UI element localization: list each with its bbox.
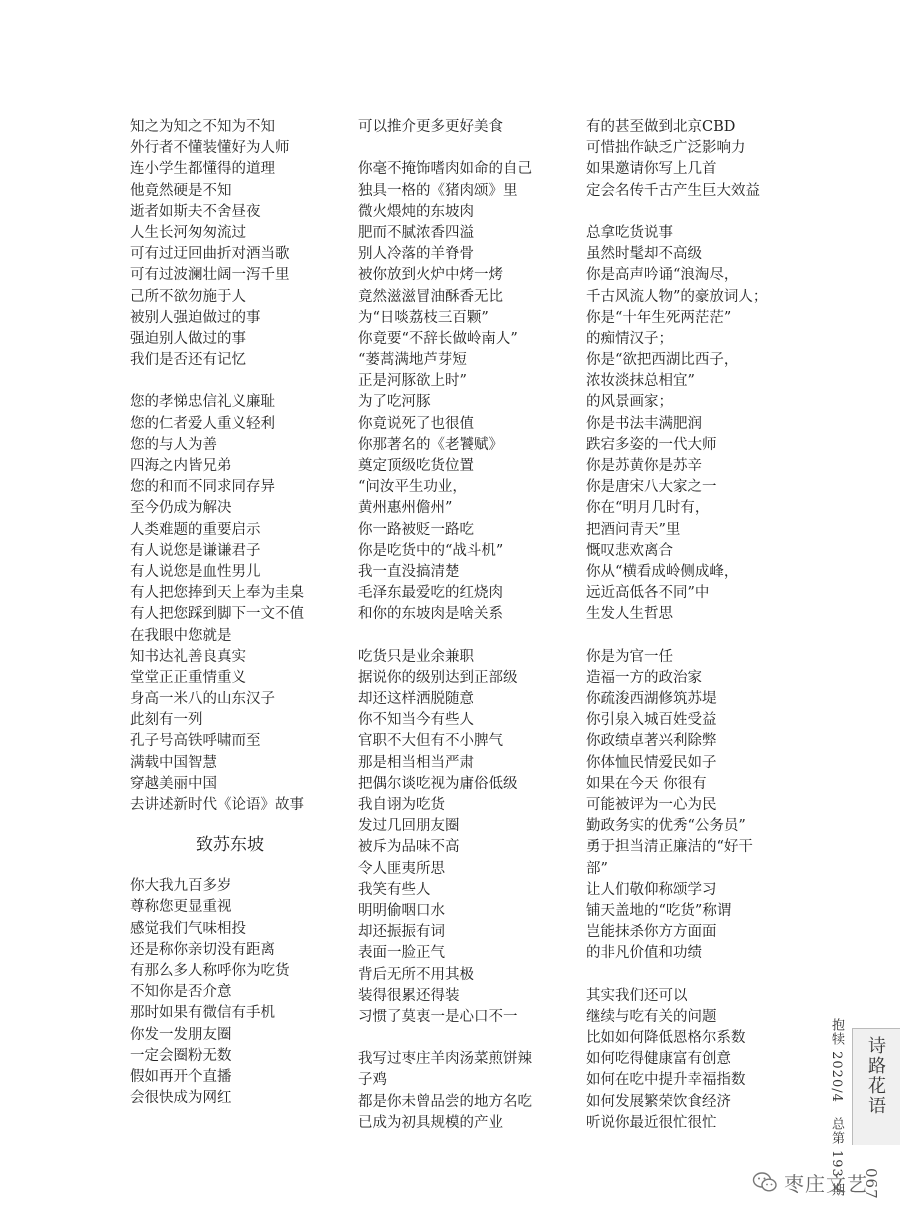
poem-line: 您的和而不同求同存异 xyxy=(130,479,275,496)
poem-line: 和你的东坡肉是啥关系 xyxy=(358,606,503,623)
poem-line: 部” xyxy=(586,860,608,877)
poem-line: 你是唐宋八大家之一 xyxy=(586,479,717,496)
poem-line: 有人把您踩到脚下一文不值 xyxy=(130,606,304,623)
poem-line: 如何发展繁荣饮食经济 xyxy=(586,1093,731,1110)
stanza-break xyxy=(358,1028,573,1049)
poem-line: 官职不大但有不小脾气 xyxy=(358,733,503,750)
poem-line: 还是称你亲切没有距离 xyxy=(130,941,275,958)
poem-line: 微火煨炖的东坡肉 xyxy=(358,203,474,220)
poem-line: 有人说您是血性男儿 xyxy=(130,563,261,580)
poem-line: 如何在吃中提升幸福指数 xyxy=(586,1072,746,1089)
poem-line: 会很快成为网红 xyxy=(130,1090,232,1107)
poem-line: 岂能抹杀你方方面面 xyxy=(586,924,717,941)
poem-line: 你发一发朋友圈 xyxy=(130,1026,232,1043)
poem-line: 你体恤民情爱民如子 xyxy=(586,754,717,771)
poem-line: 习惯了莫衷一是心口不一 xyxy=(358,1008,518,1025)
poem-line: 此刻有一列 xyxy=(130,712,203,729)
poem-line: 铺天盖地的“吃货”称谓 xyxy=(586,902,732,919)
poem-line: 毛泽东最爱吃的红烧肉 xyxy=(358,585,503,602)
poem-line: 堂堂正正重情重义 xyxy=(130,669,246,686)
poem-line: 却还这样洒脱随意 xyxy=(358,691,474,708)
poem-line: 比如如何降低恩格尔系数 xyxy=(586,1030,746,1047)
poem-title: 致苏东坡 xyxy=(196,835,264,856)
poem-line: 慨叹悲欢离合 xyxy=(586,542,673,559)
poem-line: 满载中国智慧 xyxy=(130,754,217,771)
poem-line: 竟然滋滋冒油酥香无比 xyxy=(358,288,503,305)
poem-line: 其实我们还可以 xyxy=(586,987,688,1004)
poem-line: 我写过枣庄羊肉汤菜煎饼辣 xyxy=(358,1051,532,1068)
poem-line: 为“日啖荔枝三百颗” xyxy=(358,309,489,326)
column-3 xyxy=(586,117,806,1134)
poem-line: 您的与人为善 xyxy=(130,436,217,453)
poem-line: 明明偷咽口水 xyxy=(358,902,445,919)
poem-line: 身高一米八的山东汉子 xyxy=(130,691,275,708)
poem-line: 勇于担当清正廉洁的“好干 xyxy=(586,839,753,856)
poem-line: 在我眼中您就是 xyxy=(130,627,232,644)
poem-line: 别人冷落的羊脊骨 xyxy=(358,246,474,263)
poem-line: 你毫不掩饰嗜肉如命的自己 xyxy=(358,161,532,178)
poem-line: 黄州惠州儋州” xyxy=(358,500,453,517)
poem-line: 你是“十年生死两茫茫” xyxy=(586,309,732,326)
wechat-icon xyxy=(752,1171,778,1193)
poem-line: 却还振振有词 xyxy=(358,924,445,941)
poem-line: 你那著名的《老饕赋》 xyxy=(358,436,503,453)
poem-line: 虽然时髦却不高级 xyxy=(586,246,702,263)
poem-line: 你政绩卓著兴利除弊 xyxy=(586,733,717,750)
poem-line: 知书达礼善良真实 xyxy=(130,648,246,665)
poem-line: 被别人强迫做过的事 xyxy=(130,309,261,326)
poem-line: 我一直没搞清楚 xyxy=(358,563,460,580)
poem-line: 你疏浚西湖修筑苏堤 xyxy=(586,691,717,708)
poem-line: 的风景画家； xyxy=(586,394,673,411)
section-name: 诗路花语 xyxy=(865,1036,886,1116)
poem-line: 把偶尔谈吃视为庸俗低级 xyxy=(358,775,518,792)
poem-line: 可以推介更多更好美食 xyxy=(358,119,503,135)
poem-line: 勤政务实的优秀“公务员” xyxy=(586,818,746,835)
column-3-lines xyxy=(586,117,806,1134)
poem-line: 逝者如斯夫不舍昼夜 xyxy=(130,203,261,220)
stanza-break xyxy=(358,626,573,647)
poem-line: 他竟然硬是不知 xyxy=(130,182,232,199)
poem-line: 我笑有些人 xyxy=(358,881,431,898)
poem-line: 穿越美丽中国 xyxy=(130,775,217,792)
poem-line: 有人说您是谦谦君子 xyxy=(130,542,261,559)
poem-line: 人类难题的重要启示 xyxy=(130,521,261,538)
poem-line: 浓妆淡抹总相宜” xyxy=(586,373,695,390)
poem-line: 独具一格的《猪肉颂》里 xyxy=(358,182,518,199)
poem-line: 的非凡价值和功绩 xyxy=(586,945,702,962)
poem-line: 肥而不腻浓香四溢 xyxy=(358,224,474,241)
poem-line: 你是苏黄你是苏辛 xyxy=(586,458,702,474)
poem-line: 你是书法丰满肥润 xyxy=(586,415,702,432)
poem-line: 发过几回朋友圈 xyxy=(358,818,460,835)
poem-line: 有那么多人称呼你为吃货 xyxy=(130,962,290,979)
poem-line: “问汝平生功业， xyxy=(358,479,467,496)
poem-line: 据说你的级别达到正部级 xyxy=(358,669,518,686)
poem-line: 你从“横看成岭侧成峰， xyxy=(586,563,739,580)
poem-line: 生发人生哲思 xyxy=(586,606,673,623)
poem-line: 你是吃货中的“战斗机” xyxy=(358,542,504,559)
poem-line: 一定会圈粉无数 xyxy=(130,1047,232,1064)
poem-line: 让人们敬仰称颂学习 xyxy=(586,881,717,898)
poem-line: 表面一脸正气 xyxy=(358,945,445,962)
poem-line: 定会名传千古产生巨大效益 xyxy=(586,182,760,199)
poem-line: 可惜拙作缺乏广泛影响力 xyxy=(586,140,746,157)
poem-line: 如果邀请你写上几首 xyxy=(586,161,717,178)
poem-line: 被斥为品味不高 xyxy=(358,839,460,856)
poem-line: 假如再开个直播 xyxy=(130,1068,232,1085)
poem-line: 造福一方的政治家 xyxy=(586,669,702,686)
poem-line: 子鸡 xyxy=(358,1072,387,1089)
poem-line: 己所不欲勿施于人 xyxy=(130,288,246,305)
poem-line: 已成为初具规模的产业 xyxy=(358,1114,503,1131)
poem-line: 令人匪夷所思 xyxy=(358,860,445,877)
poem-line: 您的仁者爱人重义轻利 xyxy=(130,415,275,432)
poem-line: 把酒问青天”里 xyxy=(586,521,681,538)
poem-line: 不知你是否介意 xyxy=(130,984,232,1001)
poem-line: 如何吃得健康富有创意 xyxy=(586,1051,731,1068)
poem-line: 跌宕多姿的一代大师 xyxy=(586,436,717,453)
poem-line: 为了吃河豚 xyxy=(358,394,431,411)
poem-line: 装得很累还得装 xyxy=(358,987,460,1004)
poem-line: 我们是否还有记忆 xyxy=(130,352,246,369)
poem-line: 都是你未曾品尝的地方名吃 xyxy=(358,1093,532,1110)
column-2 xyxy=(358,117,573,1134)
poem-line: 有的甚至做到北京CBD xyxy=(586,119,736,135)
poem-line: 至今仍成为解决 xyxy=(130,500,232,517)
poem-line: 连小学生都懂得的道理 xyxy=(130,161,275,178)
poem-line: 有人把您捧到天上奉为圭臬 xyxy=(130,585,304,602)
poem-line: 外行者不懂装懂好为人师 xyxy=(130,140,290,157)
poem-line: 可能被评为一心为民 xyxy=(586,797,717,813)
poem-line: 可有过迂回曲折对酒当歌 xyxy=(130,246,290,263)
poem-line: 你引泉入城百姓受益 xyxy=(586,712,717,729)
poem-line: 正是河豚欲上时” xyxy=(358,373,467,390)
poem-line: 那时如果有微信有手机 xyxy=(130,1005,275,1022)
poem-line: 孔子号高铁呼啸而至 xyxy=(130,733,261,750)
poem-line: “蒌蒿满地芦芽短 xyxy=(358,352,467,369)
poem-line: 奠定顶级吃货位置 xyxy=(358,458,474,474)
poem-line: 你不知当今有些人 xyxy=(358,712,474,729)
poem-line: 我自诩为吃货 xyxy=(358,797,445,813)
column-1-poem-lines xyxy=(130,876,345,1109)
column-1-stanzas xyxy=(130,117,345,816)
stanza-break xyxy=(358,138,573,159)
column-2-lines xyxy=(358,117,573,1134)
column-1 xyxy=(130,117,345,1109)
poem-line: 的痴情汉子； xyxy=(586,330,673,347)
stanza-break xyxy=(586,626,806,647)
poem-line: 你大我九百多岁 xyxy=(130,878,232,895)
stanza-break xyxy=(586,202,806,223)
issue-info: 抱犊 2020/4 总第 193 期 xyxy=(829,1018,844,1197)
poem-line: 人生长河匆匆流过 xyxy=(130,224,246,241)
poem-line: 尊称您更显重视 xyxy=(130,899,232,916)
poem-line: 千古风流人物”的豪放词人； xyxy=(586,288,768,305)
watermark-text: 枣庄文艺 xyxy=(784,1171,868,1196)
stanza-break xyxy=(586,965,806,986)
poem-line: 远近高低各不同”中 xyxy=(586,585,710,602)
watermark xyxy=(752,1168,868,1196)
poem-line: 你是“欲把西湖比西子， xyxy=(586,352,739,369)
poem-line: 感觉我们气味相投 xyxy=(130,920,246,937)
poem-line: 听说你最近很忙很忙 xyxy=(586,1114,717,1131)
poem-line: 可有过波澜壮阔一泻千里 xyxy=(130,267,290,284)
poem-line: 你竟要“不辞长做岭南人” xyxy=(358,330,518,347)
poem-line: 您的孝悌忠信礼义廉耻 xyxy=(130,394,275,411)
poem-line: 背后无所不用其极 xyxy=(358,966,474,983)
poem-line: 那是相当相当严肃 xyxy=(358,754,474,771)
poem-line: 继续与吃有关的问题 xyxy=(586,1008,717,1025)
poem-line: 如果在今天 你很有 xyxy=(586,775,707,792)
poem-line: 四海之内皆兄弟 xyxy=(130,458,232,474)
stanza-break xyxy=(130,371,345,392)
poem-line: 你竟说死了也很值 xyxy=(358,415,474,432)
poem-line: 吃货只是业余兼职 xyxy=(358,648,474,665)
page-number: 067 xyxy=(862,1168,880,1200)
poem-line: 被你放到火炉中烤一烤 xyxy=(358,267,503,284)
poem-line: 强迫别人做过的事 xyxy=(130,330,246,347)
poem-line: 你一路被贬一路吃 xyxy=(358,521,474,538)
poem-line: 你是为官一任 xyxy=(586,648,673,665)
poem-line: 总拿吃货说事 xyxy=(586,224,673,241)
poem-line: 你是高声吟诵“浪淘尽， xyxy=(586,267,739,284)
poem-line: 去讲述新时代《论语》故事 xyxy=(130,797,304,813)
poem-line: 知之为知之不知为不知 xyxy=(130,119,275,135)
poem-line: 你在“明月几时有， xyxy=(586,500,710,517)
